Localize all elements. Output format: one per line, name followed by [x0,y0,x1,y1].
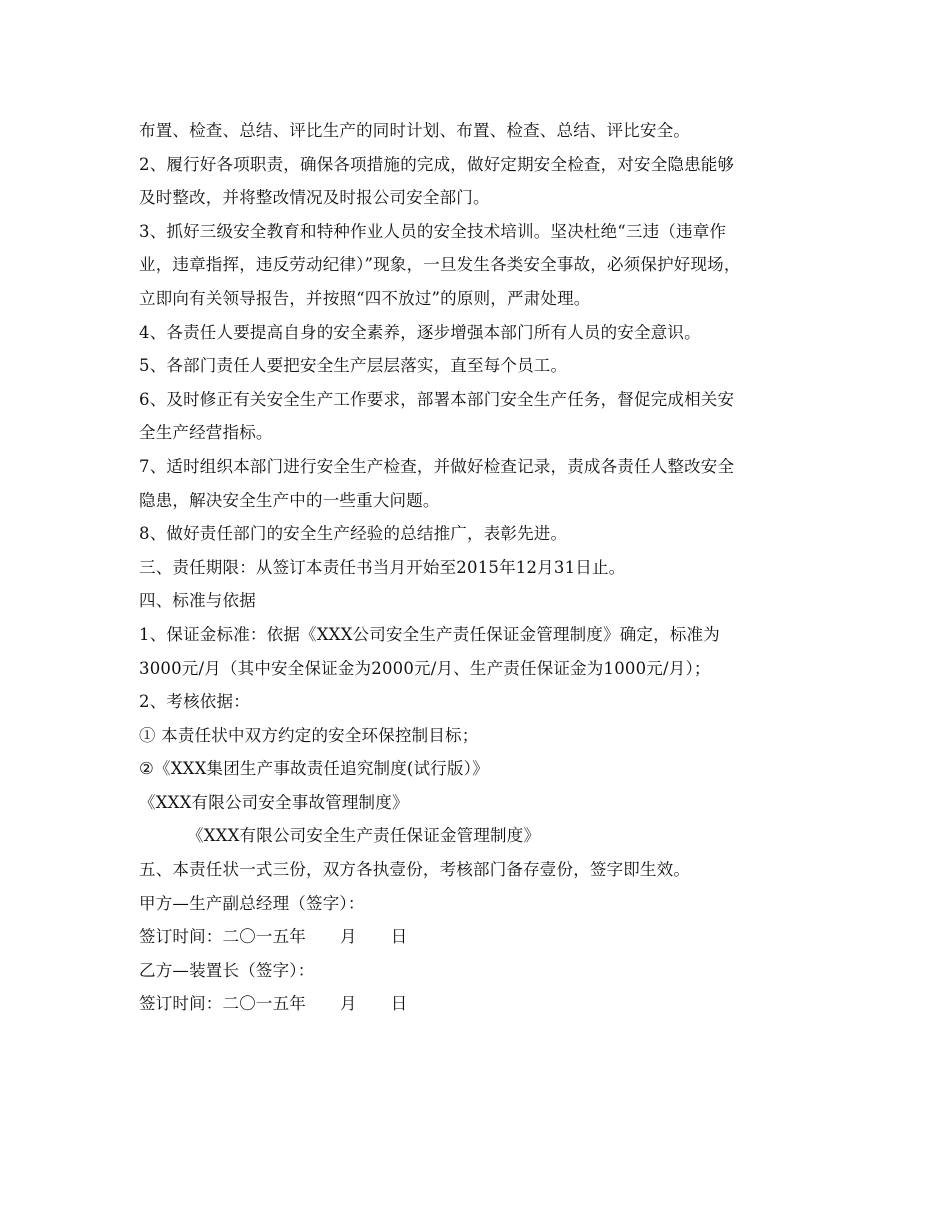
text-line: 3、抓好三级安全教育和特种作业人员的安全技术培训。坚决杜绝“三违（违章作 [139,221,727,241]
text-line: 6、及时修正有关安全生产工作要求，部署本部门安全生产任务，督促完成相关安 [139,389,735,409]
text-line: ②《XXX集团生产事故责任追究制度(试行版）》 [139,759,489,779]
text-line: 5、各部门责任人要把安全生产层层落实，直至每个员工。 [139,356,568,376]
text-line: 业，违章指挥，违反劳动纪律）”现象，一旦发生各类安全事故，必须保护好现场， [139,255,741,275]
sign-date-label: 签订时间：二〇一五年 [139,927,306,947]
section-heading: 五、本责任状一式三份，双方各执壹份，考核部门备存壹份，签字即生效。 [139,860,691,880]
text-line: 立即向有关领导报告，并按照“四不放过”的原则，严肃处理。 [139,288,591,308]
text-line: 及时整改，并将整改情况及时报公司安全部门。 [139,188,490,208]
party-a-sign-date [139,920,829,954]
sign-date-label: 签订时间：二〇一五年 [139,994,306,1014]
text-line: 4、各责任人要提高自身的安全素养，逐步增强本部门所有人员的安全意识。 [139,322,701,342]
party-a-signature-label: 甲方—生产副总经理（签字）： [139,893,365,913]
document-body [139,114,829,1021]
section-heading: 三、责任期限：从签订本责任书当月开始至2015年12月31日止。 [139,557,626,577]
text-line: 隐患，解决安全生产中的一些重大问题。 [139,490,440,510]
text-line: 《XXX有限公司安全事故管理制度》 [139,792,409,812]
party-b-sign-date [139,987,829,1021]
sign-date-month: 月 [340,927,357,947]
party-b-signature-label: 乙方—装置长（签字）： [139,960,315,980]
text-line: 3000元/月（其中安全保证金为2000元/月、生产责任保证金为1000元/月）； [139,658,711,678]
section-heading: 四、标准与依据 [139,591,256,611]
text-line: 2、履行好各项职责，确保各项措施的完成，做好定期安全检查，对安全隐患能够 [139,154,735,174]
text-line: 《XXX有限公司安全生产责任保证金管理制度》 [187,826,541,846]
text-line: 全生产经营指标。 [139,423,273,443]
text-line: 8、做好责任部门的安全生产经验的总结推广，表彰先进。 [139,524,568,544]
text-line: 7、适时组织本部门进行安全生产检查，并做好检查记录，责成各责任人整改安全 [139,456,735,476]
text-line: 布置、检查、总结、评比生产的同时计划、布置、检查、总结、评比安全。 [139,121,691,140]
sign-date-day: 日 [390,994,408,1014]
text-line: 2、考核依据： [139,692,250,712]
sign-date-day: 日 [390,927,408,947]
sign-date-month: 月 [340,994,357,1014]
text-line: 1、保证金标准：依据《XXX公司安全生产责任保证金管理制度》确定，标准为 [139,624,720,644]
text-line: ① 本责任状中双方约定的安全环保控制目标； [139,725,479,745]
